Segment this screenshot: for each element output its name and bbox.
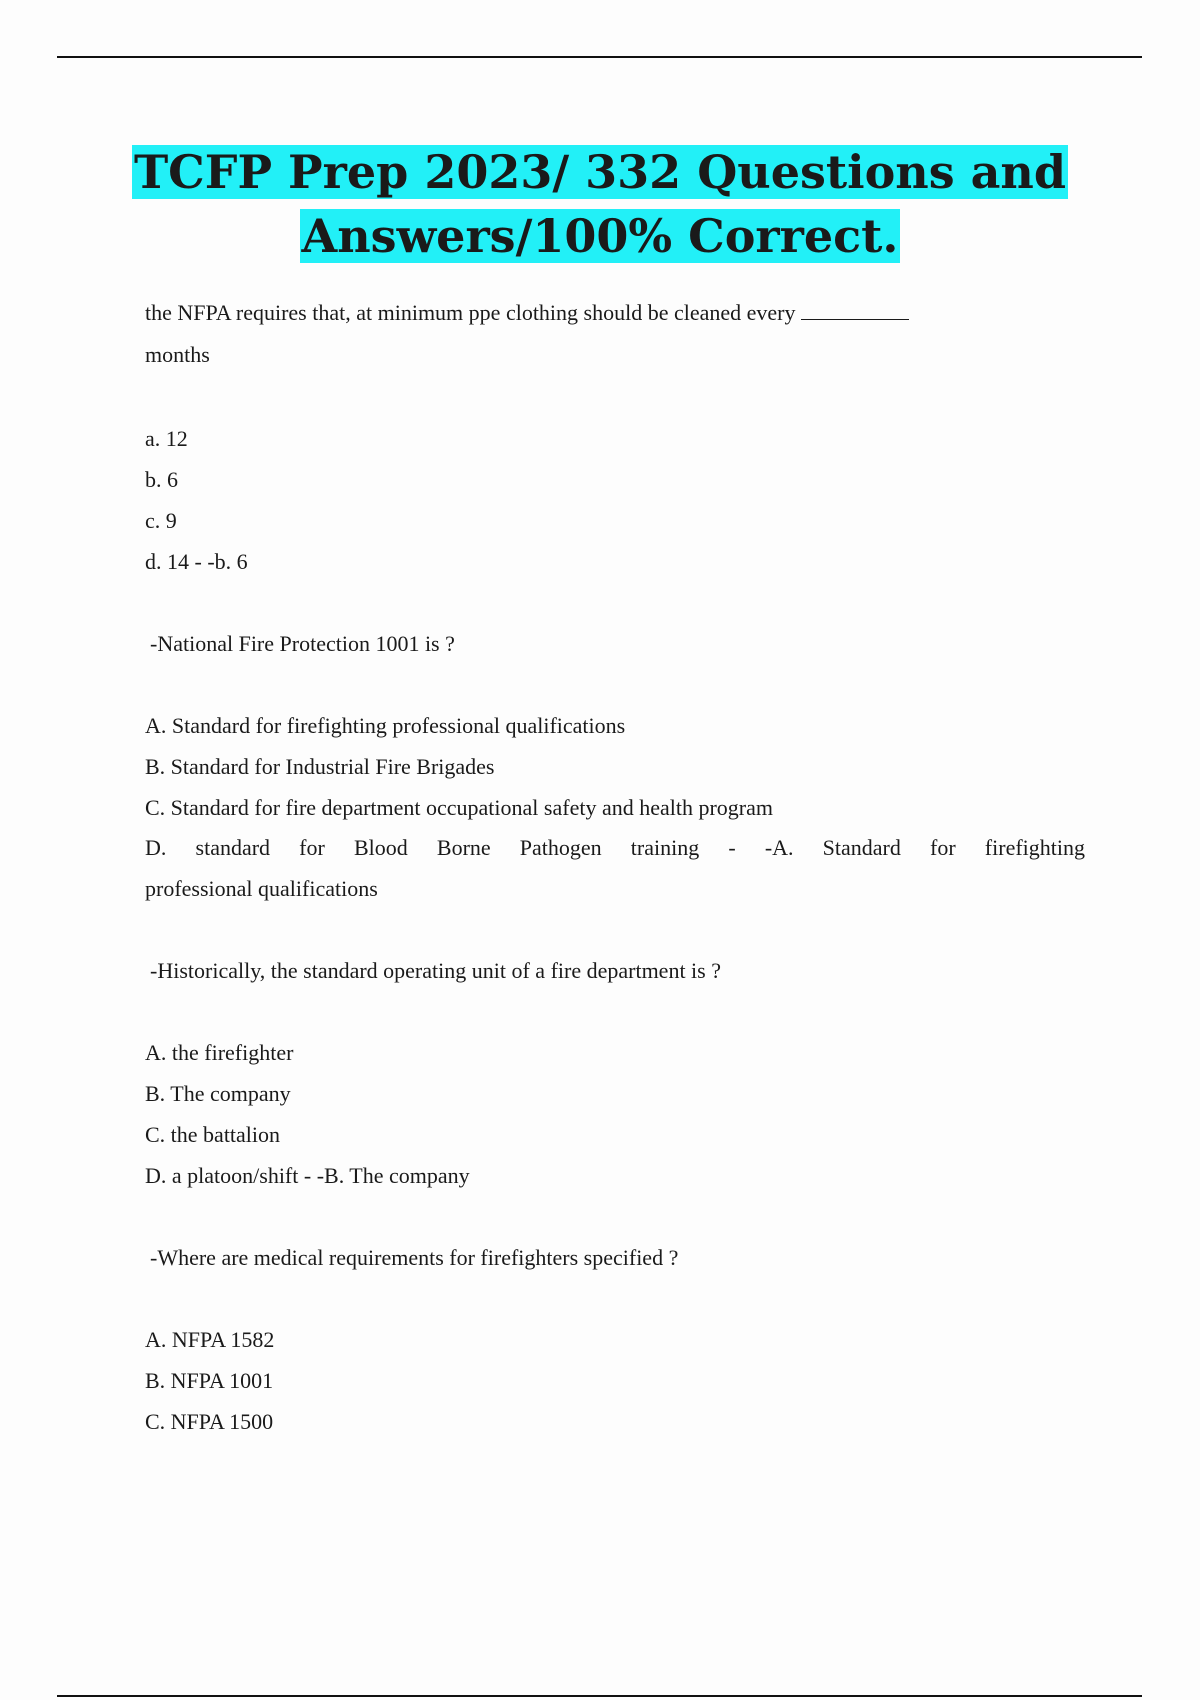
question-3-prompt: -Historically, the standard operating unit of a fire department is ? — [150, 958, 721, 983]
question-2-option-b: B. Standard for Industrial Fire Brigades — [145, 754, 495, 779]
question-4-option-c: C. NFPA 1500 — [145, 1409, 274, 1434]
document-body — [145, 292, 1085, 1442]
question-2-option-d-answer: D. standard for Blood Borne Pathogen training - -A. Standard for firefighting — [145, 835, 1085, 860]
question-4-option-b: B. NFPA 1001 — [145, 1368, 274, 1393]
question-3-option-b: B. The company — [145, 1081, 291, 1106]
answer-blank — [801, 299, 909, 320]
question-1-option-b: b. 6 — [145, 467, 178, 492]
question-4-prompt: -Where are medical requirements for firefighters specified ? — [150, 1245, 679, 1270]
question-1-prompt: the NFPA requires that, at minimum ppe clothing should be cleaned every months — [145, 292, 1085, 376]
question-4-option-a: A. NFPA 1582 — [145, 1327, 275, 1352]
document-title — [0, 140, 1200, 268]
question-2-option-a: A. Standard for firefighting professional qualifications — [145, 713, 626, 738]
top-rule — [57, 56, 1142, 58]
question-2-prompt: -National Fire Protection 1001 is ? — [150, 631, 455, 656]
question-2-option-c: C. Standard for fire department occupational safety and health program — [145, 795, 773, 820]
question-1-option-d-answer: d. 14 - -b. 6 — [145, 549, 248, 574]
question-1-option-c: c. 9 — [145, 508, 177, 533]
bottom-rule — [57, 1695, 1142, 1697]
question-3-option-a: A. the firefighter — [145, 1040, 294, 1065]
question-3-option-c: C. the battalion — [145, 1122, 281, 1147]
question-2-answer-continued: professional qualifications — [145, 876, 378, 901]
title-line-1: TCFP Prep 2023/ 332 Questions and — [133, 145, 1067, 199]
question-3-option-d-answer: D. a platoon/shift - -B. The company — [145, 1163, 470, 1188]
title-line-2: Answers/100% Correct. — [301, 209, 899, 263]
question-1-option-a: a. 12 — [145, 426, 188, 451]
